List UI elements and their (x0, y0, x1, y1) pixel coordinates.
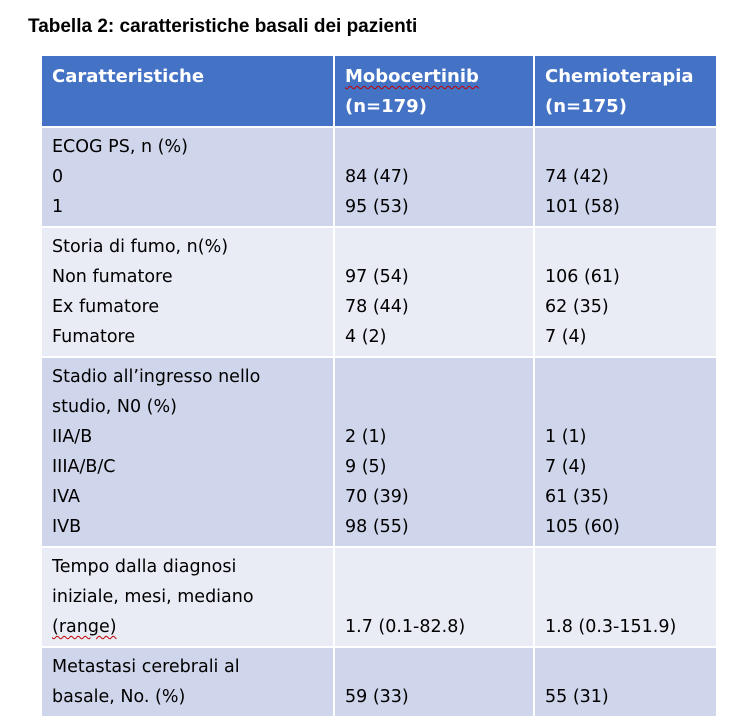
row-label: Storia di fumo, n(%) Non fumatore Ex fumatore Fumatore (41, 227, 334, 357)
table-row-time-since-diagnosis (41, 547, 717, 647)
cell-chemioterapia: 1 (1) 7 (4) 61 (35) 105 (60) (534, 357, 717, 547)
cell-chemioterapia: 1.8 (0.3-151.9) (534, 547, 717, 647)
cell-mobocertinib: 59 (33) (334, 647, 534, 717)
cell-mobocertinib: 1.7 (0.1-82.8) (334, 547, 534, 647)
cell-chemioterapia: 74 (42) 101 (58) (534, 127, 717, 227)
header-chemioterapia: Chemioterapia (n=175) (534, 55, 717, 127)
row-label: Stadio all’ingresso nello studio, N0 (%) IIA/B IIIA/B/C IVA IVB (41, 357, 334, 547)
table-row-stage (41, 357, 717, 547)
table-row-brain-metastases (41, 647, 717, 717)
cell-chemioterapia: 106 (61) 62 (35) 7 (4) (534, 227, 717, 357)
header-row (41, 55, 717, 127)
row-label: Metastasi cerebrali al basale, No. (%) (41, 647, 334, 717)
row-label: ECOG PS, n (%) 0 1 (41, 127, 334, 227)
table-title: Tabella 2: caratteristiche basali dei pazienti (28, 16, 418, 37)
table-row-smoking (41, 227, 717, 357)
baseline-characteristics-table (40, 54, 718, 718)
row-label: Tempo dalla diagnosi iniziale, mesi, mediano (range) (41, 547, 334, 647)
cell-mobocertinib: 2 (1) 9 (5) 70 (39) 98 (55) (334, 357, 534, 547)
cell-chemioterapia: 55 (31) (534, 647, 717, 717)
cell-mobocertinib: 84 (47) 95 (53) (334, 127, 534, 227)
table-row-ecog (41, 127, 717, 227)
header-mobocertinib: Mobocertinib (n=179) (334, 55, 534, 127)
header-characteristics: Caratteristiche (41, 55, 334, 127)
cell-mobocertinib: 97 (54) 78 (44) 4 (2) (334, 227, 534, 357)
